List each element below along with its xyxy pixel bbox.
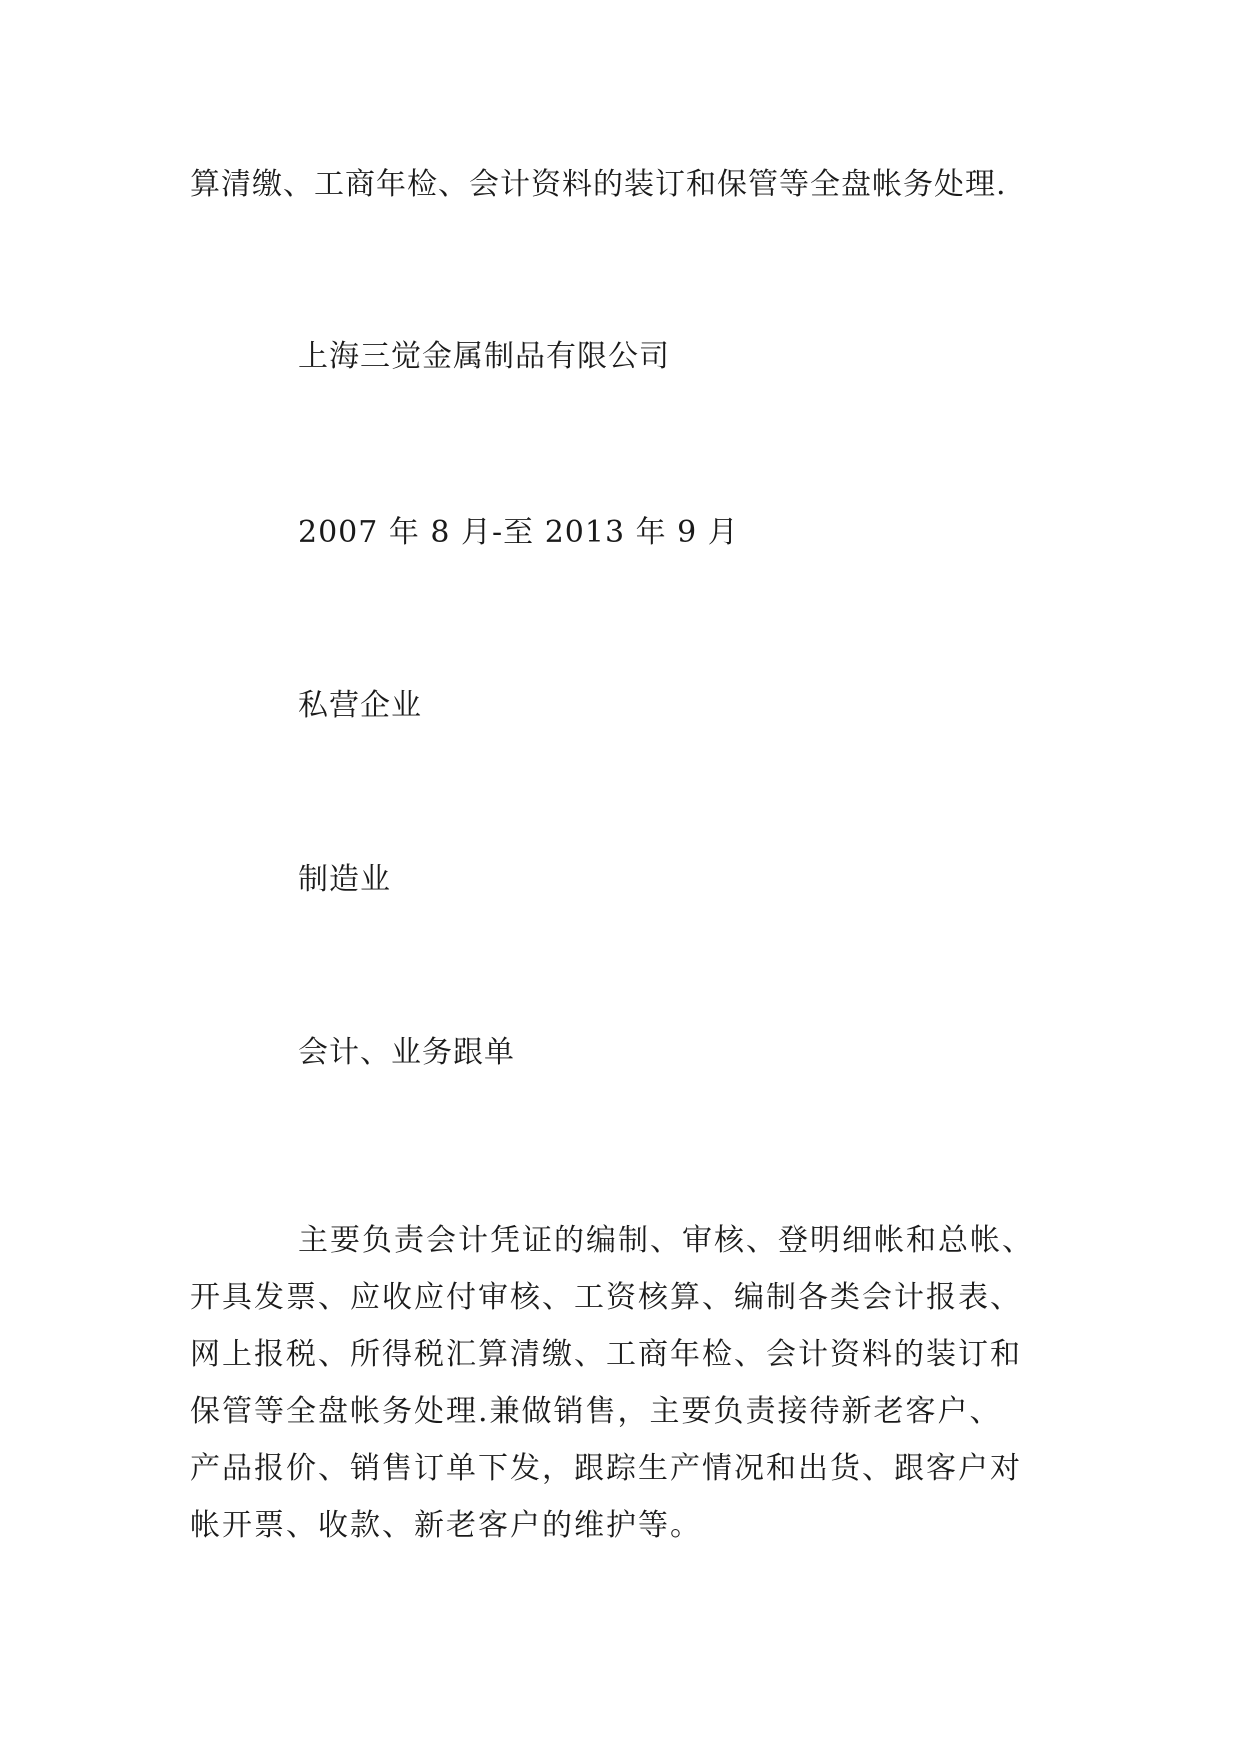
description-line: 开具发票、应收应付审核、工资核算、编制各类会计报表、 [190, 1280, 1022, 1315]
description-line: 保管等全盘帐务处理.兼做销售，主要负责接待新老客户、 [190, 1394, 1002, 1429]
job-description [190, 1212, 1090, 1554]
industry: 制造业 [298, 862, 391, 897]
description-line: 产品报价、销售订单下发，跟踪生产情况和出货、跟客户对 [190, 1451, 1022, 1486]
description-line: 帐开票、收款、新老客户的维护等。 [190, 1508, 702, 1543]
description-line: 网上报税、所得税汇算清缴、工商年检、会计资料的装订和 [190, 1337, 1022, 1372]
description-line: 主要负责会计凭证的编制、审核、登明细帐和总帐、 [298, 1223, 1034, 1258]
company-name: 上海三觉金属制品有限公司 [298, 339, 670, 374]
continuation-text: 算清缴、工商年检、会计资料的装订和保管等全盘帐务处理. [190, 167, 1007, 202]
employment-period: 2007 年 8 月-至 2013 年 9 月 [298, 515, 739, 550]
job-position: 会计、业务跟单 [298, 1035, 515, 1070]
company-type: 私营企业 [298, 688, 422, 723]
